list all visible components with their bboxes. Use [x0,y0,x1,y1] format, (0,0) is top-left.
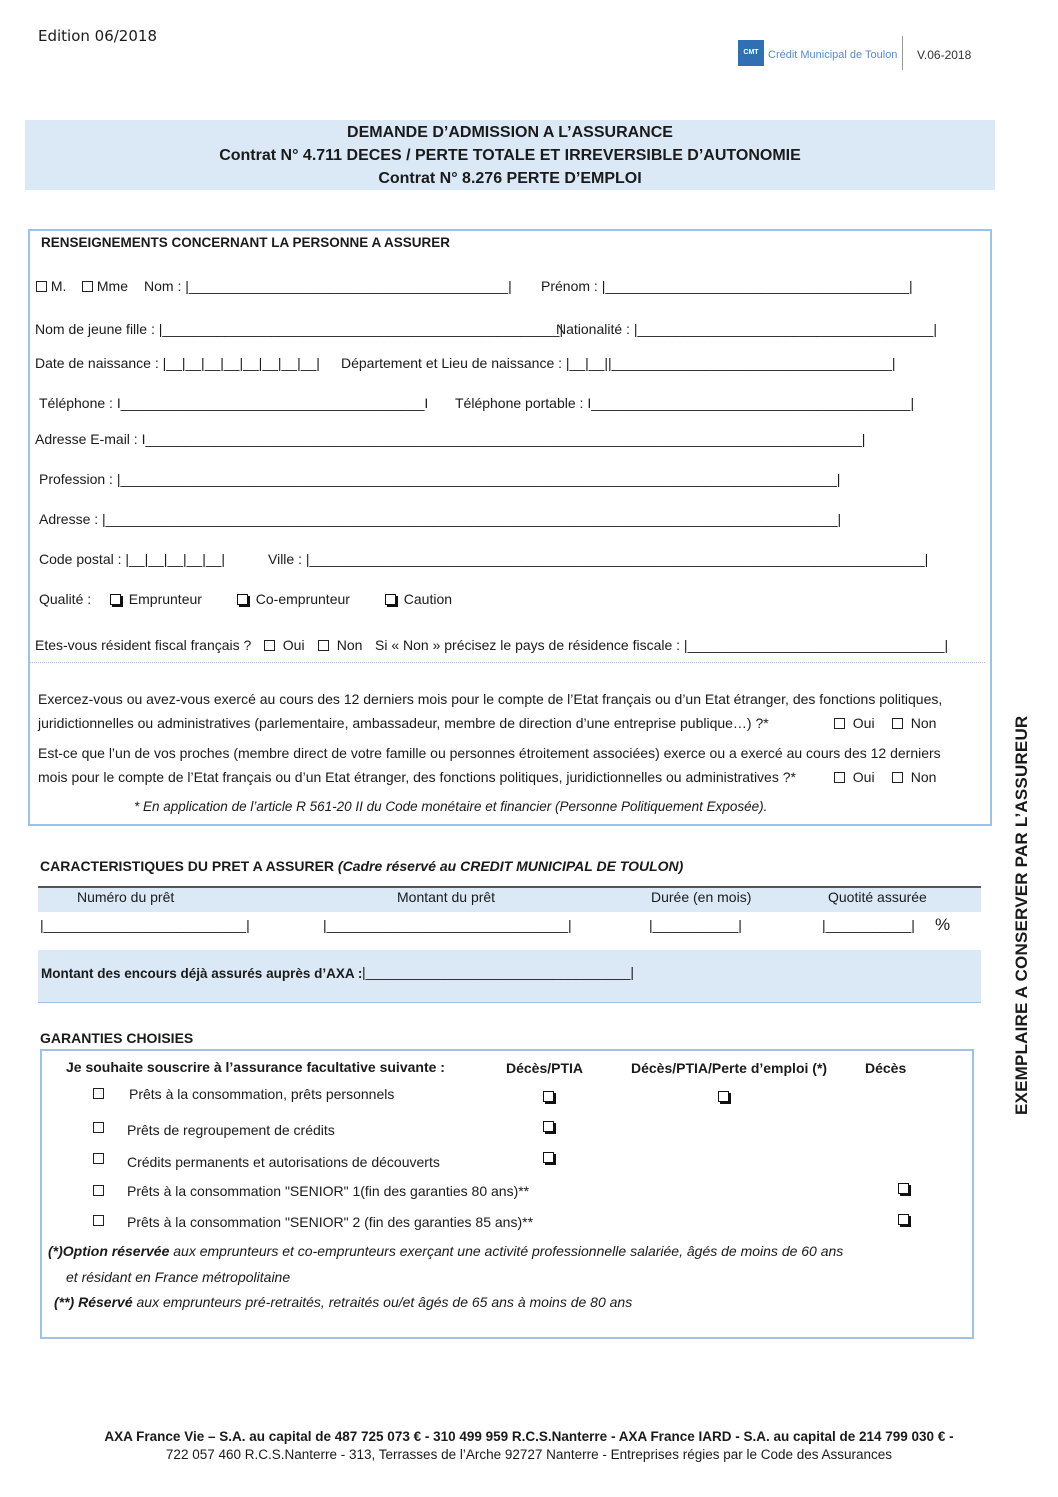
checkbox-pep1-oui[interactable] [834,718,845,729]
checkbox-row-senior-2[interactable] [93,1215,104,1226]
qualite-label: Qualité : [39,591,92,607]
pret-section-title: CARACTERISTIQUES DU PRET A ASSURER (Cadre réservé au CREDIT MUNICIPAL DE TOULON) [40,858,684,874]
checkbox-senior2-deces[interactable] [898,1214,909,1225]
garantie-row-label: Prêts à la consommation "SENIOR" 1(fin des garanties 80 ans)** [127,1183,530,1199]
montant-pret-field[interactable]: |_______________________________| [323,917,572,933]
pep-note: * En application de l’article R 561-20 II du Code monétaire et financier (Personne Politiquement Exposée). [134,799,768,814]
option-note-1: (*)Option réservée aux emprunteurs et co-emprunteurs exerçant une activité professionnelle salariée, âgés de moins de 60 ans [48,1243,844,1259]
checkbox-resident-non[interactable] [318,640,329,651]
nom-field[interactable]: Nom : |_________________________________________| [144,278,512,294]
pep-question-2-line-2: mois pour le compte de l’Etat français ou d’un Etat étranger, des fonctions politiques, juridictionnelles ou administratives ?* [38,769,796,785]
adresse-field[interactable]: Adresse : |______________________________________________________________________________________________| [39,511,842,527]
col-duree: Durée (en mois) [651,889,752,905]
person-section [28,229,992,826]
resident-oui[interactable]: Oui [264,637,305,653]
checkbox-regroupement-deces-ptia[interactable] [543,1121,554,1132]
garantie-row-label: Prêts de regroupement de crédits [127,1122,335,1138]
ville-field[interactable]: Ville : |_______________________________________________________________________________| [268,551,929,567]
date-naissance-field[interactable]: Date de naissance : |__|__|__|__|__|__|__|__| [35,355,320,371]
checkbox-coemprunteur[interactable] [237,594,248,605]
resident-pays-field[interactable]: Si « Non » précisez le pays de résidence fiscale : |_________________________________| [375,637,949,653]
logo-text: Crédit Municipal de Toulon [768,49,898,61]
checkbox-caution[interactable] [385,594,396,605]
version-label: V.06-2018 [917,48,972,62]
checkbox-credits-deces-ptia[interactable] [543,1152,554,1163]
numero-pret-field[interactable]: |__________________________| [40,917,250,933]
checkbox-row-senior-1[interactable] [93,1185,104,1196]
garantie-row-label: Prêts à la consommation "SENIOR" 2 (fin des garanties 85 ans)** [127,1214,534,1230]
checkbox-pep2-oui[interactable] [834,772,845,783]
checkbox-mme[interactable] [82,281,93,292]
pep2-non[interactable]: Non [892,769,936,785]
qualite-caution[interactable]: Caution [385,591,452,607]
garantie-row-label: Crédits permanents et autorisations de découverts [127,1154,440,1170]
encours-field[interactable]: |__________________________________| [362,964,635,980]
checkbox-pep1-non[interactable] [892,718,903,729]
garanties-title: GARANTIES CHOISIES [40,1030,194,1046]
prenom-field[interactable]: Prénom : |_______________________________________| [541,278,913,294]
code-postal-field[interactable]: Code postal : |__|__|__|__|__| [39,551,226,567]
pep2-oui[interactable]: Oui [834,769,875,785]
footer [0,1428,1058,1464]
encours-label: Montant des encours déjà assurés auprès d’AXA : [41,966,363,981]
nationalite-field[interactable]: Nationalité : |______________________________________| [556,321,937,337]
telephone-portable-field[interactable]: Téléphone portable : I_________________________________________| [455,395,915,411]
pep1-oui[interactable]: Oui [834,715,875,731]
garanties-intro: Je souhaite souscrire à l’assurance facultative suivante : [66,1059,445,1075]
logo-mark: CMT [738,40,764,66]
option-note-2: (**) Réservé aux emprunteurs pré-retraités, retraités ou/et âgés de 65 ans à moins de 80 ans [54,1294,633,1310]
percent-sign: % [935,915,951,934]
document-title [25,120,995,190]
edition-label: Edition 06/2018 [38,27,157,45]
checkbox-row-credits-permanents[interactable] [93,1153,104,1164]
col-deces: Décès [865,1060,907,1076]
option-note-1-line-2: et résidant en France métropolitaine [66,1269,291,1285]
garantie-row-label: Prêts à la consommation, prêts personnels [129,1086,395,1102]
footer-line-1: AXA France Vie – S.A. au capital de 487 725 073 € - 310 499 959 R.C.S.Nanterre - AXA France IARD - S.A. au capital de 214 799 030 € - [104,1429,954,1444]
quotite-field[interactable]: |___________| [822,917,915,933]
duree-field[interactable]: |___________| [649,917,742,933]
checkbox-conso-deces-ptia[interactable] [543,1091,554,1102]
lieu-naissance-field[interactable]: Département et Lieu de naissance : |__|__||____________________________________| [341,355,896,371]
pep1-non[interactable]: Non [892,715,936,731]
telephone-field[interactable]: Téléphone : I_______________________________________I [39,395,429,411]
checkbox-senior1-deces[interactable] [898,1183,909,1194]
nom-jeune-fille-field[interactable]: Nom de jeune fille : |___________________________________________________| [35,321,564,337]
person-section-title: RENSEIGNEMENTS CONCERNANT LA PERSONNE A ASSURER [41,235,451,250]
pep-question-1-line-1: Exercez-vous ou avez-vous exercé au cours des 12 derniers mois pour le compte de l’Etat français ou d’un Etat étranger, des fonctions politiques, [38,691,943,707]
title-line-2: Contrat N° 4.711 DECES / PERTE TOTALE ET IRREVERSIBLE D’AUTONOMIE [219,147,801,164]
checkbox-row-conso[interactable] [93,1088,104,1099]
pep-question-1-line-2: juridictionnelles ou administratives (parlementaire, ambassadeur, membre de direction d’une entreprise publique…) ?* [38,715,769,731]
dotted-separator [30,662,985,663]
email-field[interactable]: Adresse E-mail : I____________________________________________________________________________________________| [35,431,866,447]
resident-non[interactable]: Non [318,637,362,653]
civility-m[interactable]: M. [36,278,66,294]
pep-question-2-line-1: Est-ce que l’un de vos proches (membre direct de votre famille ou personnes étroitement associées) exerce ou a exercé au cours des 12 derniers [38,745,941,761]
header-divider [902,36,903,70]
col-deces-ptia: Décès/PTIA [506,1060,584,1076]
checkbox-m[interactable] [36,281,47,292]
civility-mme[interactable]: Mme [82,278,128,294]
col-quotite: Quotité assurée [828,889,927,905]
checkbox-emprunteur[interactable] [110,594,121,605]
qualite-emprunteur[interactable]: Emprunteur [110,591,202,607]
side-vertical-label: EXEMPLAIRE A CONSERVER PAR L’ASSUREUR [1012,715,1031,1115]
title-line-1: DEMANDE D’ADMISSION A L’ASSURANCE [347,124,673,141]
col-numero-pret: Numéro du prêt [77,889,175,905]
checkbox-resident-oui[interactable] [264,640,275,651]
col-deces-ptia-pe: Décès/PTIA/Perte d’emploi (*) [631,1060,828,1076]
profession-field[interactable]: Profession : |____________________________________________________________________________________________| [39,471,841,487]
checkbox-row-regroupement[interactable] [93,1122,104,1133]
title-line-3: Contrat N° 8.276 PERTE D’EMPLOI [378,170,642,187]
col-montant-pret: Montant du prêt [397,889,496,905]
checkbox-pep2-non[interactable] [892,772,903,783]
checkbox-conso-deces-ptia-pe[interactable] [718,1091,729,1102]
footer-line-2: 722 057 460 R.C.S.Nanterre - 313, Terrasses de l’Arche 92727 Nanterre - Entreprises régies par le Code des Assurances [165,1447,893,1462]
resident-question: Etes-vous résident fiscal français ? [35,637,252,653]
qualite-coemprunteur[interactable]: Co-emprunteur [237,591,350,607]
